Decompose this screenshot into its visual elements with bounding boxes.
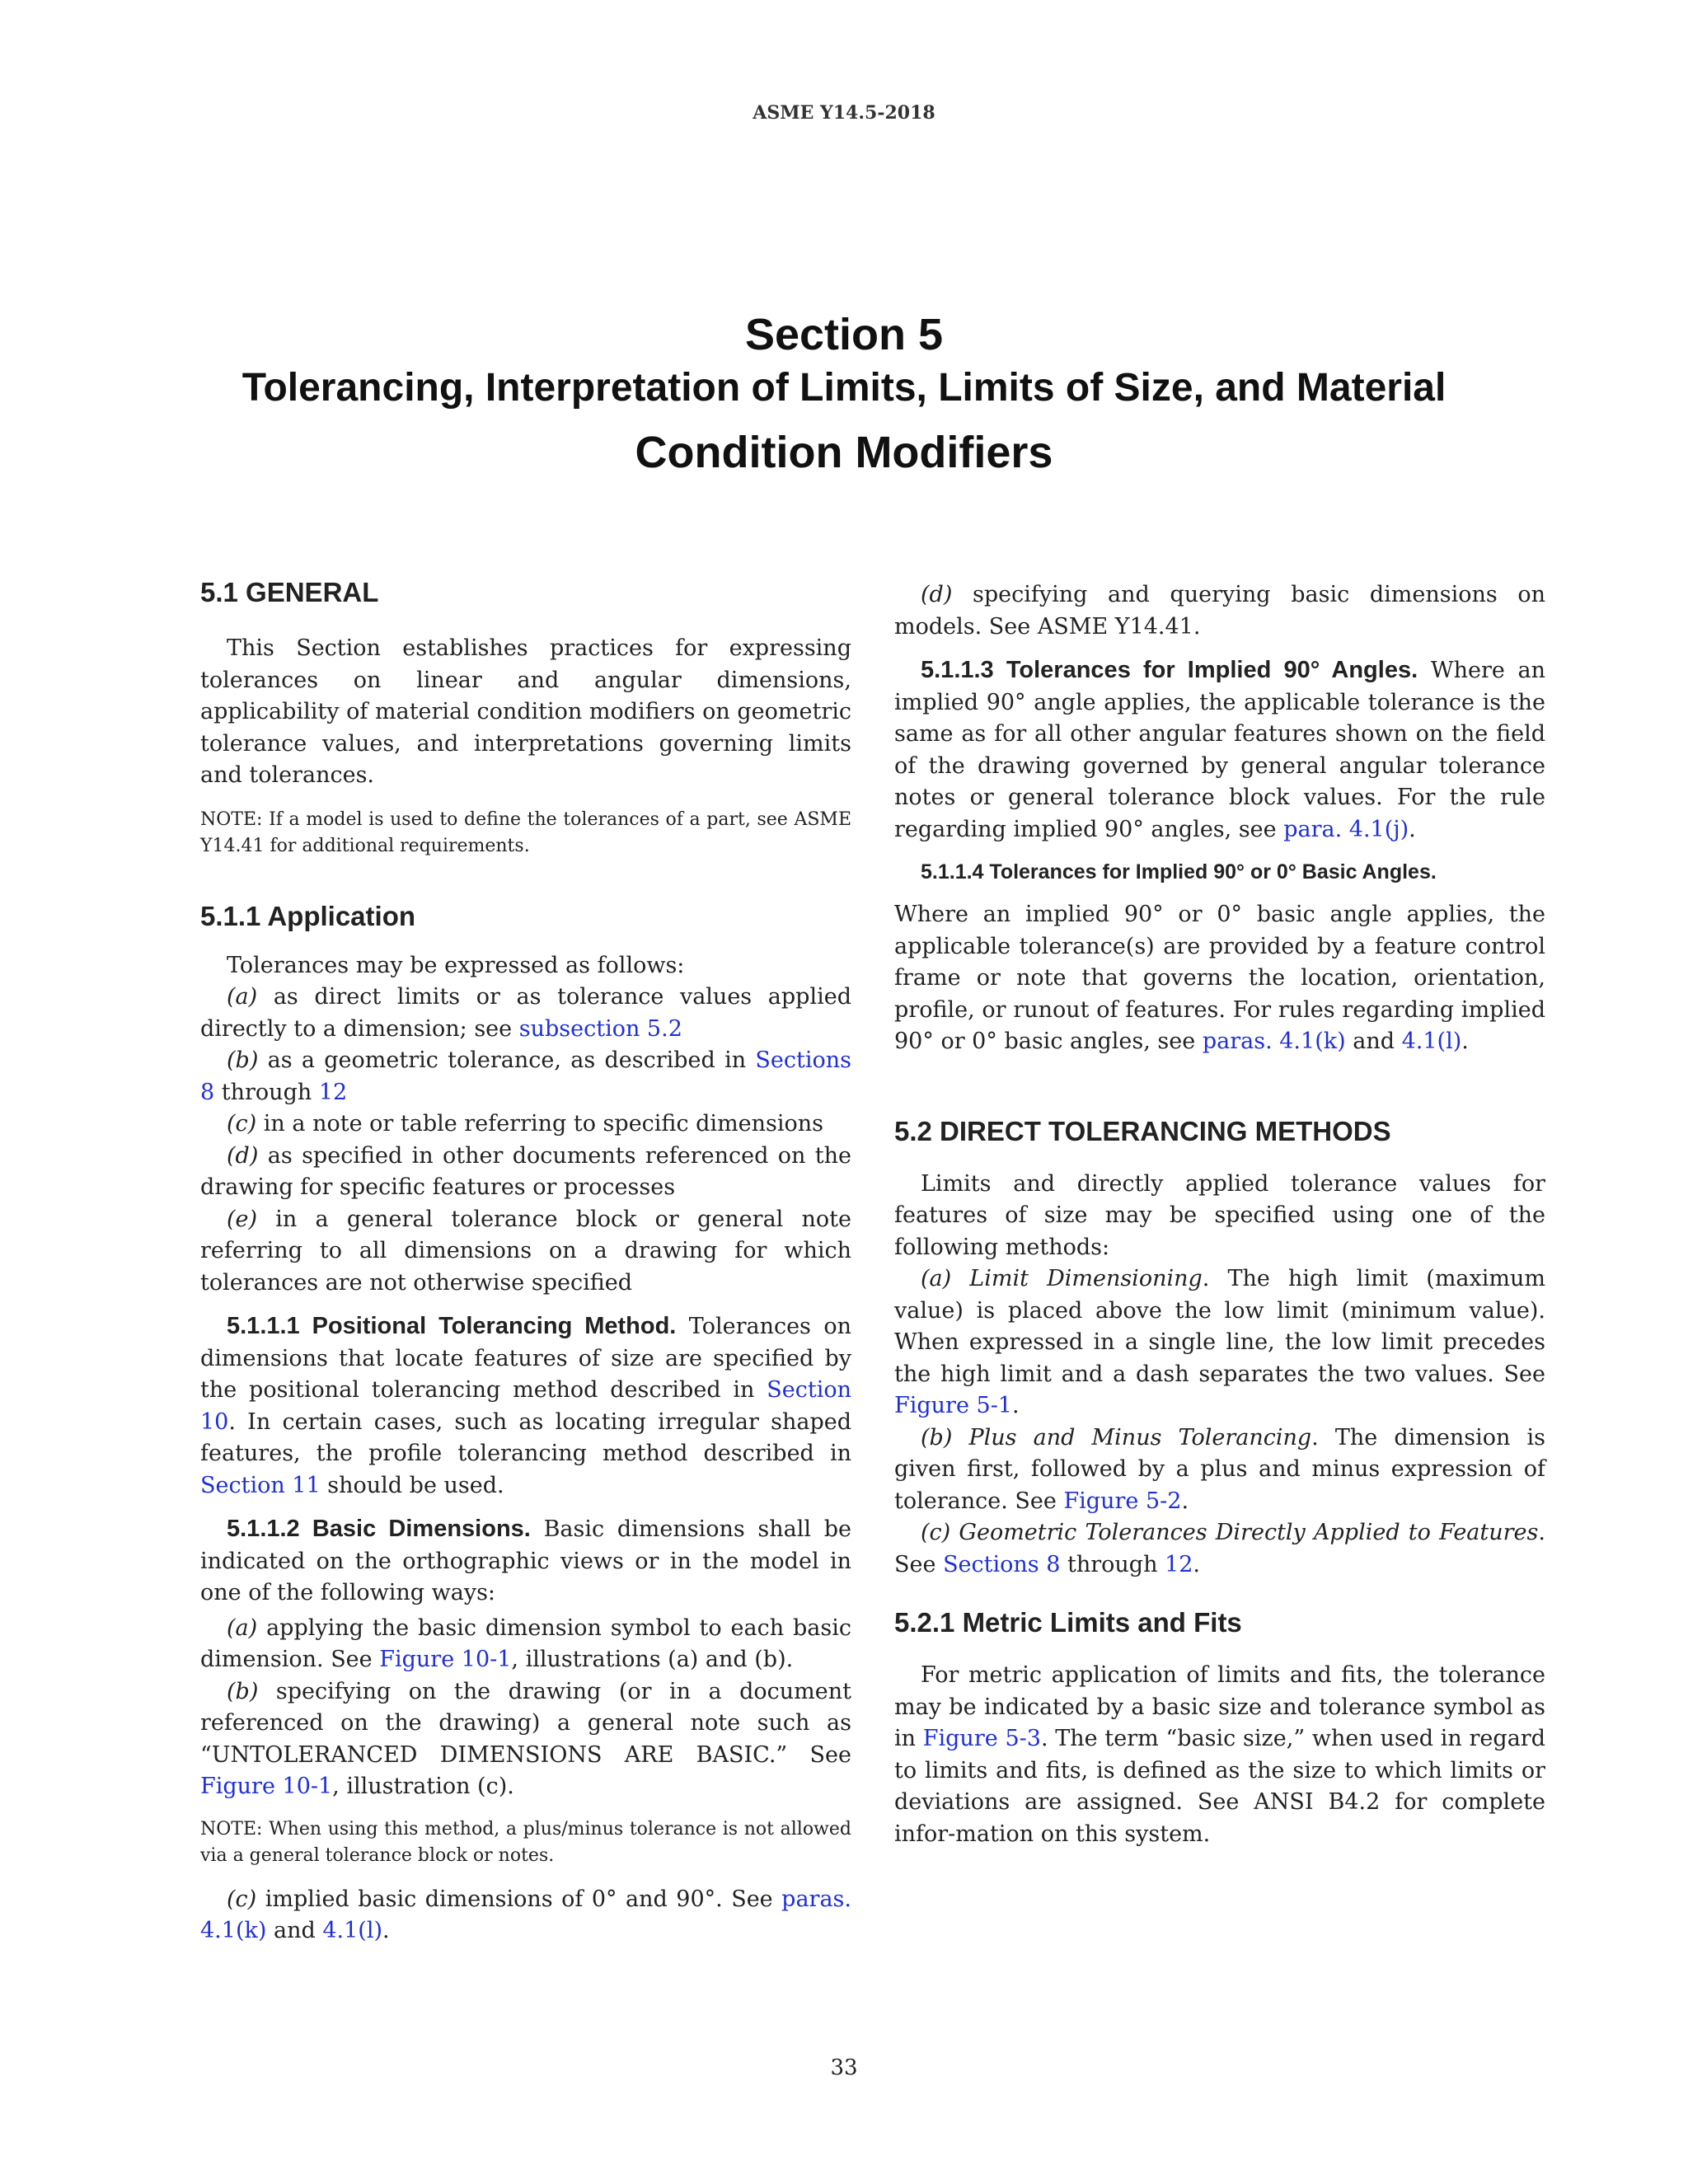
note-5-1: NOTE: If a model is used to define the tolerances of a part, see ASME Y14.41 for additional requirements. [200,808,851,856]
heading-5-1: 5.1 GENERAL [200,577,379,607]
section-title-line2: Condition Modifiers [635,428,1053,477]
list-item-plus-minus: (b) Plus and Minus Tolerancing. The dimension is given first, followed by a plus and minus expression of tolerance. See Figure 5-2. [894,1424,1545,1514]
heading-5-1-1-4: 5.1.1.4 Tolerances for Implied 90° or 0° Basic Angles. [921,860,1437,883]
running-header: ASME Y14.5-2018 [753,102,935,124]
right-column [894,579,1545,1850]
link-12[interactable]: 12 [318,1079,348,1105]
paragraph-5-2-intro: Limits and directly applied tolerance values for features of size may be specified using one of the following methods: [894,1170,1545,1260]
link-figure-5-3[interactable]: Figure 5-3 [922,1726,1041,1751]
paragraph-5-1-1-4: Where an implied 90° or 0° basic angle applies, the applicable tolerance(s) are provided by a feature control frame or note that governs the location, orientation, profile, or runout of features. For rules regarding implied 90° or 0° basic angles, see paras. 4.1(k) and 4.1(l). [894,902,1545,1054]
link-section-10[interactable]: Section 10 [200,1377,851,1435]
list-item-c: (c) in a note or table referring to specific dimensions [227,1111,824,1137]
list-item-basic-b: (b) specifying on the drawing (or in a document referenced on the drawing) a general note such as “UNTOLERANCED DIMENSIONS ARE BASIC.” See Figure 10-1, illustration (c). [200,1678,851,1799]
link-figure-10-1-c[interactable]: Figure 10-1 [200,1774,333,1799]
link-figure-5-2[interactable]: Figure 5-2 [1063,1488,1182,1514]
list-item-geometric: (c) Geometric Tolerances Directly Applied to Features. See Sections 8 through 12. [894,1520,1545,1577]
heading-5-2-1: 5.2.1 Metric Limits and Fits [894,1607,1242,1638]
heading-5-1-1-1: 5.1.1.1 Positional Tolerancing Method. [227,1313,677,1339]
link-4-1-l[interactable]: 4.1(l) [322,1918,382,1943]
link-figure-10-1[interactable]: Figure 10-1 [379,1647,512,1672]
list-item-basic-d: (d) specifying and querying basic dimensions on models. See ASME Y14.41. [894,582,1545,640]
list-item-limit-dimensioning: (a) Limit Dimensioning. The high limit (maximum value) is placed above the low limit (minimum value). When expressed in a single line, the low limit precedes the high limit and a dash separates the two values. See Figure 5-1. [894,1266,1545,1418]
note-basic-dimensions: NOTE: When using this method, a plus/minus tolerance is not allowed via a general tolerance block or notes. [200,1818,851,1866]
heading-5-2: 5.2 DIRECT TOLERANCING METHODS [894,1115,1391,1146]
link-para-4-1-j[interactable]: para. 4.1(j) [1283,816,1409,842]
heading-5-1-1-2: 5.1.1.2 Basic Dimensions. [227,1516,531,1542]
section-number: Section 5 [744,310,944,359]
paragraph-5-1-1-2: 5.1.1.2 Basic Dimensions. Basic dimensions shall be indicated on the orthographic views or in the model in one of the following ways: [200,1516,851,1605]
paragraph-5-1: This Section establishes practices for expressing tolerances on linear and angular dimensions, applicability of material condition modifiers on geometric tolerance values, and interpretations governing limits and tolerances. [200,635,851,788]
page-number: 33 [830,2055,858,2080]
paragraph-5-2-1: For metric application of limits and fits, the tolerance may be indicated by a basic size and tolerance symbol as in Figure 5-3. The term “basic size,” when used in regard to limits and fits, is defined as the size to which limits or deviations are assigned. See ANSI B4.2 for complete infor-mation on this system. [894,1662,1545,1847]
heading-5-1-1-3: 5.1.1.3 Tolerances for Implied 90° Angles. [921,657,1418,683]
paragraph-5-1-1-3: 5.1.1.3 Tolerances for Implied 90° Angles. Where an implied 90° angle applies, the applicable tolerance is the same as for all other angular features shown on the field of the drawing governed by general angular tolerance notes or general tolerance block values. For the rule regarding implied 90° angles, see para. 4.1(j). [894,657,1545,842]
heading-5-1-1: 5.1.1 Application [200,900,416,931]
link-paras-4-1-k-r[interactable]: paras. 4.1(k) [1202,1029,1346,1054]
link-subsection-5-2[interactable]: subsection 5.2 [518,1015,682,1042]
paragraph-5-1-1-1: 5.1.1.1 Positional Tolerancing Method. Tolerances on dimensions that locate features of size are specified by the positional tolerancing method described in Section 10. In certain cases, such as locating irregular shaped features, the profile tolerancing method described in Section 11 should be used. [200,1313,851,1498]
left-column [200,577,851,1947]
section-title-line1: Tolerancing, Interpretation of Limits, Limits of Size, and Material [241,366,1447,410]
link-figure-5-1[interactable]: Figure 5-1 [894,1393,1012,1418]
list-item-d: (d) as specified in other documents referenced on the drawing for specific features or processes [200,1142,851,1200]
link-12-r[interactable]: 12 [1165,1551,1193,1577]
list-item-basic-c: (c) implied basic dimensions of 0° and 90°. See paras. 4.1(k) and 4.1(l). [200,1886,851,1943]
paragraph-5-1-1-intro: Tolerances may be expressed as follows: [227,952,685,978]
link-4-1-l-r[interactable]: 4.1(l) [1401,1029,1462,1054]
link-section-11[interactable]: Section 11 [200,1472,321,1498]
list-item-b: (b) as a geometric tolerance, as described in Sections 8 through 12 [200,1047,851,1105]
link-sections-8-r[interactable]: Sections 8 [943,1551,1061,1577]
list-item-e: (e) in a general tolerance block or general note referring to all dimensions on a drawing for which tolerances are not otherwise specified [200,1206,851,1296]
link-sections-8[interactable]: Sections 8 [200,1047,851,1105]
link-paras-4-1-k[interactable]: paras. 4.1(k) [200,1886,851,1943]
list-item-basic-a: (a) applying the basic dimension symbol to each basic dimension. See Figure 10-1, illustrations (a) and (b). [200,1615,851,1672]
list-item-a: (a) as direct limits or as tolerance values applied directly to a dimension; see subsection 5.2 [200,984,851,1042]
